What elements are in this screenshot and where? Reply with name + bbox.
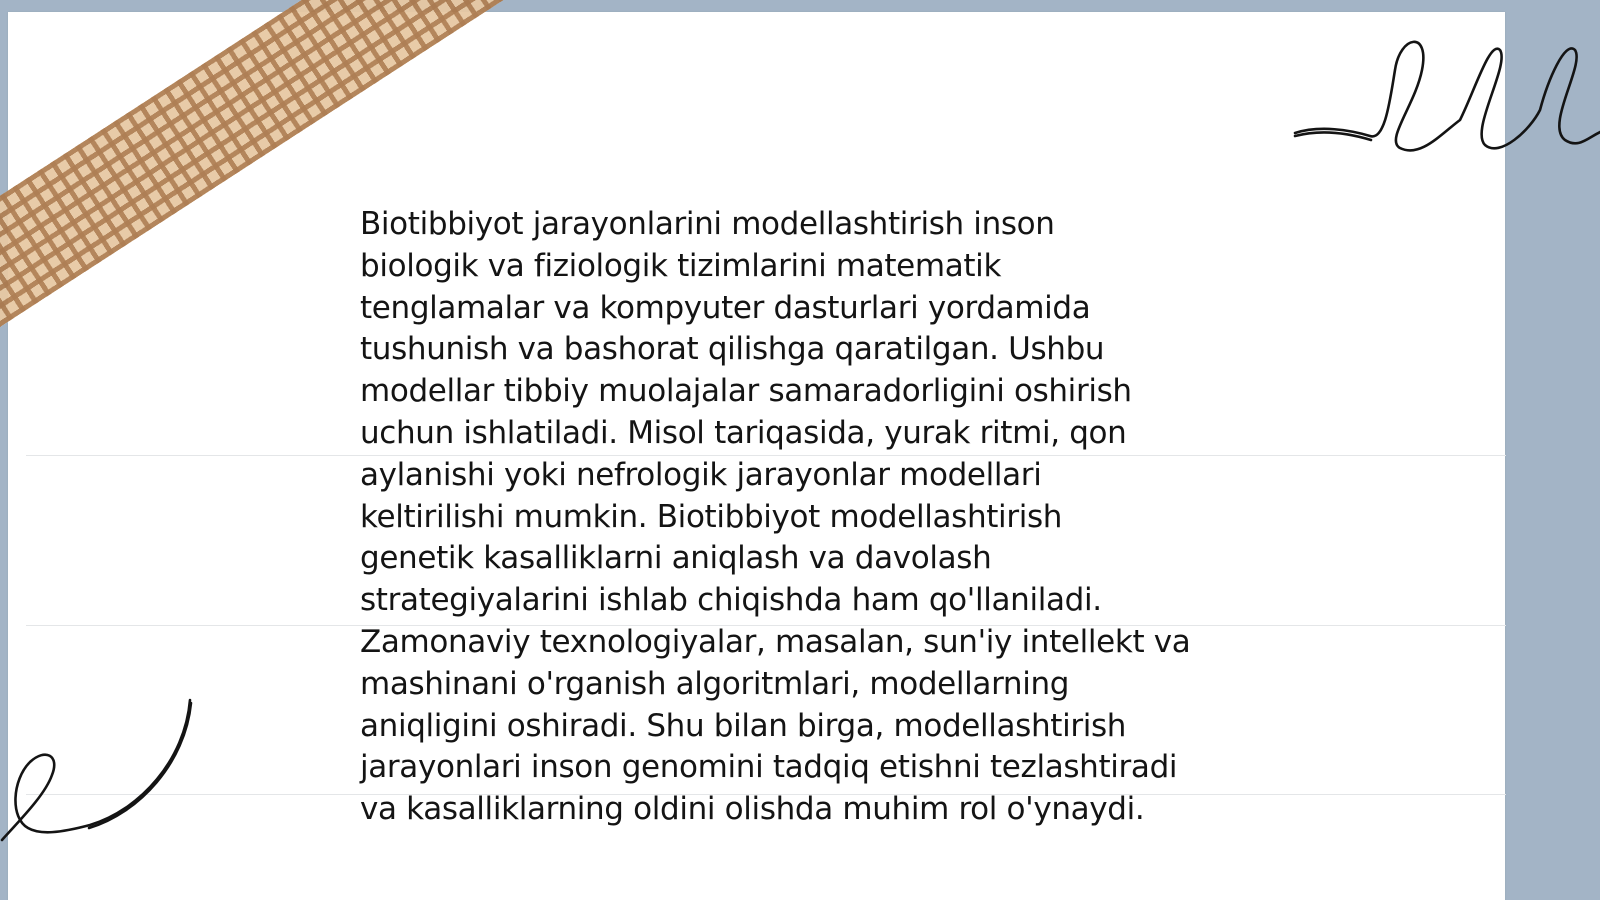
bottom-left-swirl-decoration [0,700,200,850]
body-paragraph: Biotibbiyot jarayonlarini modellashtirish inson biologik va fiziologik tizimlarini matematik tenglamalar va kompyuter dasturlari yordamida tushunish va bashorat qilishga qaratilgan. Ushbu modellar tibbiy muolajalar samaradorligini oshirish uchun ishlatiladi. Misol tariqasida, yurak ritmi, qon aylanishi yoki nefrologik jarayonlar modellari keltirilishi mumkin. Biotibbiyot modellashtirish genetik kasalliklarni aniqlash va davolash strategiyalarini ishlab chiqishda ham qo'llaniladi. Zamonaviy texnologiyalar, masalan, sun'iy intellekt va mashinani o'rganish algoritmlari, modellarning aniqligini oshiradi. Shu bilan birga, modellashtirish jarayonlari inson genomini tadqiq etishni tezlashtiradi va kasalliklarning oldini olishda muhim rol o'ynaydi. [360,206,1191,828]
top-right-swirl-decoration [1290,30,1600,170]
